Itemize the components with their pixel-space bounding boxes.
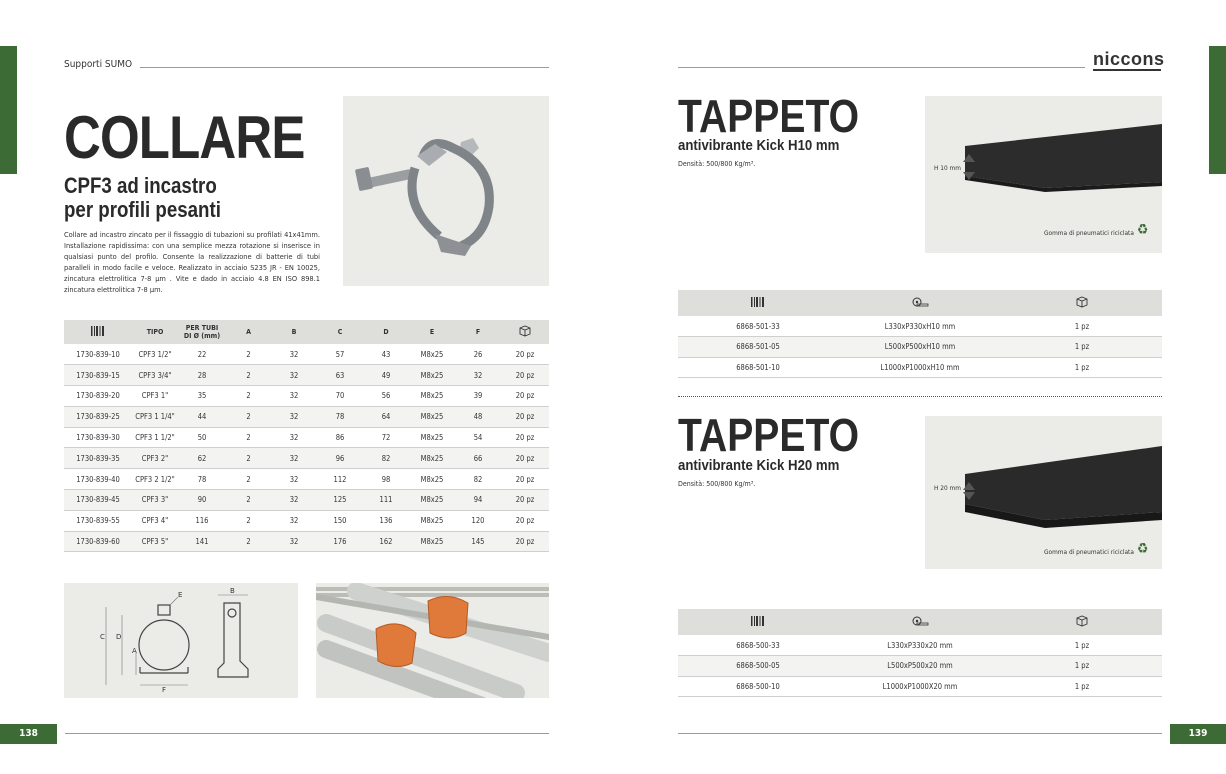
table-cell: 150 [317, 510, 363, 531]
table-cell: 2 [226, 406, 271, 427]
table-row [678, 676, 1162, 697]
table-cell: CPF3 4" [132, 510, 178, 531]
table-cell: 116 [178, 510, 226, 531]
table-cell: 32 [271, 427, 317, 448]
table-cell: 78 [178, 469, 226, 490]
table-cell: 22 [178, 344, 226, 365]
table-cell: 1 pz [1002, 357, 1162, 378]
table-cell: CPF3 5" [132, 531, 178, 552]
header-b: B [271, 320, 317, 344]
table-cell: CPF3 1 1/2" [132, 427, 178, 448]
table-cell: 1730-839-55 [64, 510, 132, 531]
table-cell: 28 [178, 365, 226, 386]
product2-height-label: H 20 mm [934, 484, 961, 492]
table-cell: 20 pz [501, 365, 549, 386]
table-cell: 145 [455, 531, 501, 552]
table-cell: 96 [317, 448, 363, 469]
table-cell: 1730-839-35 [64, 448, 132, 469]
table-cell: 57 [317, 344, 363, 365]
table-cell: 141 [178, 531, 226, 552]
table-cell: 20 pz [501, 531, 549, 552]
table-cell: CPF3 1" [132, 386, 178, 407]
table-cell: 32 [271, 469, 317, 490]
table-cell: 2 [226, 510, 271, 531]
product2-density: Densità: 500/800 Kg/m³. [678, 480, 756, 488]
table-cell: 1730-839-30 [64, 427, 132, 448]
table-row [64, 448, 549, 469]
tape-measure-icon [838, 290, 1002, 316]
left-page-tab [0, 46, 17, 174]
product1-table [678, 290, 1162, 378]
table-cell: M8x25 [409, 406, 455, 427]
box-icon [1002, 609, 1162, 635]
table-row [678, 635, 1162, 656]
header-a: A [226, 320, 271, 344]
table-row [678, 316, 1162, 337]
table-row [64, 386, 549, 407]
table-row [64, 365, 549, 386]
product2-recycle-label: Gomma di pneumatici riciclata [1044, 548, 1134, 556]
table-cell: 32 [271, 406, 317, 427]
right-page-tab [1209, 46, 1226, 174]
table-row [64, 427, 549, 448]
table-cell: 82 [455, 469, 501, 490]
product1-recycle-label: Gomma di pneumatici riciclata [1044, 229, 1134, 237]
table-cell: 2 [226, 531, 271, 552]
table-cell: 1730-839-20 [64, 386, 132, 407]
table-cell: 20 pz [501, 490, 549, 511]
product-description: Collare ad incastro zincato per il fissaggio di tubazioni su profilati 41x41mm. Installazione rapidissima: con una semplice mezza rotazione si inserisce in qualsiasi punto del profilo. Consente la realizzazione di batterie di tubi paralleli in modo facile e veloce. Realizzato in acciaio S235 JR - EN 10025, zincatura elettrolitica 7-8 µm . Vite e dado in acciaio 4.8 EN ISO 898.1 zincatura elettrolitica 7-8 µm. [64, 230, 320, 294]
table-cell: 54 [455, 427, 501, 448]
table-row [64, 406, 549, 427]
table-cell: 49 [363, 365, 409, 386]
product1-subtitle: antivibrante Kick H10 mm [678, 137, 840, 154]
table-cell: 2 [226, 490, 271, 511]
product1-height-label: H 10 mm [934, 164, 961, 172]
table-cell: 20 pz [501, 344, 549, 365]
table-cell: M8x25 [409, 365, 455, 386]
barcode-icon [64, 320, 132, 344]
table-cell: 63 [317, 365, 363, 386]
table-cell: 32 [455, 365, 501, 386]
footer-rule-left [65, 733, 549, 734]
dim-label-d: D [116, 633, 122, 641]
product2-subtitle: antivibrante Kick H20 mm [678, 457, 840, 474]
table-cell: 162 [363, 531, 409, 552]
table-cell: 35 [178, 386, 226, 407]
table-cell: 1730-839-15 [64, 365, 132, 386]
collar-photo [343, 96, 549, 286]
table-cell: 136 [363, 510, 409, 531]
header-tubi: PER TUBI DI Ø (mm) [178, 320, 226, 344]
table-cell: 2 [226, 448, 271, 469]
table-cell: 1730-839-25 [64, 406, 132, 427]
header-rule [140, 67, 549, 68]
table-cell: 20 pz [501, 448, 549, 469]
collar-table [64, 320, 549, 552]
bolt-image [355, 138, 479, 191]
brand-logo: niccons [1093, 49, 1165, 69]
table-cell: 6868-500-05 [678, 656, 838, 677]
dim-label-b: B [230, 587, 235, 595]
header-tipo: TIPO [132, 320, 178, 344]
table-cell: L330xP330x20 mm [838, 635, 1002, 656]
table-cell: 1730-839-40 [64, 469, 132, 490]
table-cell: 32 [271, 344, 317, 365]
table-row [64, 344, 549, 365]
table-cell: 70 [317, 386, 363, 407]
table-cell: 64 [363, 406, 409, 427]
header-c: C [317, 320, 363, 344]
table-cell: 2 [226, 365, 271, 386]
subtitle-line-2: per profili pesanti [64, 197, 221, 222]
table-row [64, 510, 549, 531]
table-cell: 62 [178, 448, 226, 469]
table-cell: 2 [226, 344, 271, 365]
table-cell: 20 pz [501, 469, 549, 490]
table-cell: 44 [178, 406, 226, 427]
table-cell: 32 [271, 365, 317, 386]
table-cell: 20 pz [501, 386, 549, 407]
table-cell: 112 [317, 469, 363, 490]
table-cell: 6868-501-10 [678, 357, 838, 378]
header-d: D [363, 320, 409, 344]
header-f: F [455, 320, 501, 344]
dim-label-c: C [100, 633, 105, 641]
table-cell: 6868-501-33 [678, 316, 838, 337]
product1-title: TAPPETO [678, 90, 860, 142]
table-cell: 20 pz [501, 406, 549, 427]
table-cell: 90 [178, 490, 226, 511]
product2-title: TAPPETO [678, 409, 860, 461]
table-cell: 1 pz [1002, 316, 1162, 337]
table-row [678, 656, 1162, 677]
tape-measure-icon [838, 609, 1002, 635]
table-cell: CPF3 2" [132, 448, 178, 469]
table-cell: 43 [363, 344, 409, 365]
header-e: E [409, 320, 455, 344]
table-cell: CPF3 2 1/2" [132, 469, 178, 490]
table-cell: 20 pz [501, 510, 549, 531]
table-cell: 1730-839-45 [64, 490, 132, 511]
table-row [678, 337, 1162, 358]
table-cell: L330xP330xH10 mm [838, 316, 1002, 337]
table-cell: CPF3 1/2" [132, 344, 178, 365]
table-cell: L500xP500x20 mm [838, 656, 1002, 677]
table-cell: 32 [271, 386, 317, 407]
table-cell: CPF3 1 1/4" [132, 406, 178, 427]
table-cell: M8x25 [409, 510, 455, 531]
table-cell: 2 [226, 386, 271, 407]
barcode-icon [678, 290, 838, 316]
table-cell: 32 [271, 531, 317, 552]
table-cell: 6868-500-33 [678, 635, 838, 656]
dim-label-a: A [132, 647, 137, 655]
table-cell: 176 [317, 531, 363, 552]
table-cell: M8x25 [409, 448, 455, 469]
table-cell: 1 pz [1002, 656, 1162, 677]
subtitle-line-1: CPF3 ad incastro [64, 173, 217, 198]
table-row [64, 531, 549, 552]
table-cell: CPF3 3/4" [132, 365, 178, 386]
footer-rule-right [678, 733, 1162, 734]
table-cell: 2 [226, 427, 271, 448]
table-cell: L1000xP1000xH10 mm [838, 357, 1002, 378]
table-cell: M8x25 [409, 386, 455, 407]
table-cell: 50 [178, 427, 226, 448]
product2-photo [925, 416, 1162, 569]
table-cell: 125 [317, 490, 363, 511]
table-cell: M8x25 [409, 427, 455, 448]
box-icon [501, 320, 549, 344]
table-cell: 6868-500-10 [678, 676, 838, 697]
product2-table [678, 609, 1162, 697]
page-number-left: 138 [0, 724, 57, 744]
table-cell: 86 [317, 427, 363, 448]
dim-label-f: F [162, 686, 167, 694]
table-cell: 111 [363, 490, 409, 511]
table-cell: 32 [271, 510, 317, 531]
table-cell: 1730-839-10 [64, 344, 132, 365]
dimension-diagram [64, 583, 298, 698]
table-cell: M8x25 [409, 344, 455, 365]
table-cell: M8x25 [409, 469, 455, 490]
product1-density: Densità: 500/800 Kg/m³. [678, 160, 756, 168]
table-cell: 56 [363, 386, 409, 407]
page-number-right: 139 [1170, 724, 1226, 744]
recycle-icon: ♻ [1137, 222, 1149, 238]
box-icon [1002, 290, 1162, 316]
installation-photo [316, 583, 549, 698]
table-cell: 66 [455, 448, 501, 469]
table-cell: 72 [363, 427, 409, 448]
table-cell: M8x25 [409, 490, 455, 511]
dotted-separator [678, 396, 1162, 397]
table-row [64, 469, 549, 490]
table-cell: CPF3 3" [132, 490, 178, 511]
table-cell: M8x25 [409, 531, 455, 552]
table-cell: 82 [363, 448, 409, 469]
table-cell: L500xP500xH10 mm [838, 337, 1002, 358]
table-cell: 48 [455, 406, 501, 427]
table-cell: 32 [271, 448, 317, 469]
table-cell: 1 pz [1002, 337, 1162, 358]
dim-label-e: E [178, 591, 183, 599]
table-cell: 78 [317, 406, 363, 427]
table-cell: 26 [455, 344, 501, 365]
barcode-icon [678, 609, 838, 635]
recycle-icon: ♻ [1137, 541, 1149, 557]
table-row [678, 357, 1162, 378]
table-cell: 39 [455, 386, 501, 407]
table-cell: 94 [455, 490, 501, 511]
table-cell: 1 pz [1002, 676, 1162, 697]
table-cell: 120 [455, 510, 501, 531]
table-cell: 20 pz [501, 427, 549, 448]
brand-underline [1093, 69, 1161, 71]
table-cell: 6868-501-05 [678, 337, 838, 358]
table-cell: L1000xP1000X20 mm [838, 676, 1002, 697]
table-row [64, 490, 549, 511]
page-title: COLLARE [64, 104, 305, 171]
table-cell: 1 pz [1002, 635, 1162, 656]
table-cell: 2 [226, 469, 271, 490]
table-cell: 1730-839-60 [64, 531, 132, 552]
header-rule-right [678, 67, 1085, 68]
section-label: Supporti SUMO [64, 59, 133, 70]
table-cell: 98 [363, 469, 409, 490]
table-cell: 32 [271, 490, 317, 511]
